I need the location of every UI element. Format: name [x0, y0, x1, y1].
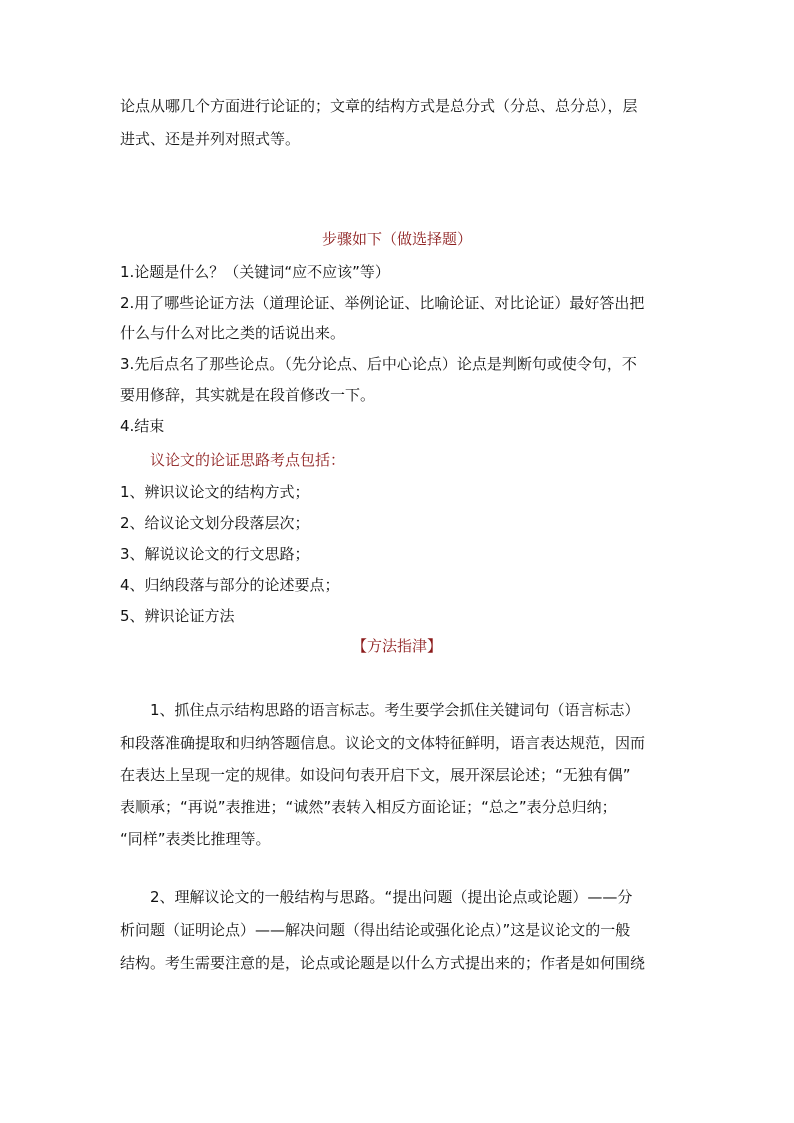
- method-heading: 【方法指津】: [351, 637, 442, 655]
- exam-point-item: 1、辨识议论文的结构方式；: [120, 483, 310, 501]
- method-p2-line: 析问题（证明论点）——解决问题（得出结论或强化论点）”这是议论文的一般: [120, 921, 631, 939]
- method-p1-line: 在表达上呈现一定的规律。如设问句表开启下文，展开深层论述；“无独有偶”: [120, 766, 631, 784]
- step-3-line-2: 要用修辞，其实就是在段首修改一下。: [120, 386, 376, 404]
- exam-point-item: 4、归纳段落与部分的论述要点；: [120, 576, 340, 594]
- step-4: 4.结束: [120, 417, 165, 435]
- steps-heading: 步骤如下（做选择题）: [321, 230, 472, 248]
- method-p1-line: 1、抓住点示结构思路的语言标志。考生要学会抓住关键词句（语言标志）: [150, 701, 640, 719]
- step-2-line-1: 2.用了哪些论证方法（道理论证、举例论证、比喻论证、对比论证）最好答出把: [120, 294, 645, 312]
- exam-point-item: 5、辨识论证方法: [120, 607, 235, 625]
- step-2-line-2: 什么与什么对比之类的话说出来。: [120, 324, 346, 342]
- step-3-line-1: 3.先后点名了那些论点。（先分论点、后中心论点）论点是判断句或使令句，不: [120, 355, 637, 373]
- exam-point-item: 2、给议论文划分段落层次；: [120, 514, 310, 532]
- exam-point-item: 3、解说议论文的行文思路；: [120, 545, 310, 563]
- step-1: 1.论题是什么？（关键词“应不应该”等）: [120, 263, 390, 281]
- intro-line-1: 论点从哪几个方面进行论证的；文章的结构方式是总分式（分总、总分总），层: [120, 97, 638, 115]
- method-p1-line: “同样”表类比推理等。: [120, 830, 271, 848]
- method-p1-line: 表顺承；“再说”表推进；“诚然”表转入相反方面论证；“总之”表分总归纳；: [120, 798, 617, 816]
- exam-points-heading: 议论文的论证思路考点包括：: [150, 451, 346, 469]
- method-p2-line: 2、理解议论文的一般结构与思路。“提出问题（提出论点或论题）——分: [150, 888, 633, 906]
- intro-line-2: 进式、还是并列对照式等。: [120, 130, 301, 148]
- method-p2-line: 结构。考生需要注意的是，论点或论题是以什么方式提出来的；作者是如何围绕: [120, 954, 646, 972]
- method-p1-line: 和段落准确提取和归纳答题信息。议论文的文体特征鲜明，语言表达规范，因而: [120, 734, 646, 752]
